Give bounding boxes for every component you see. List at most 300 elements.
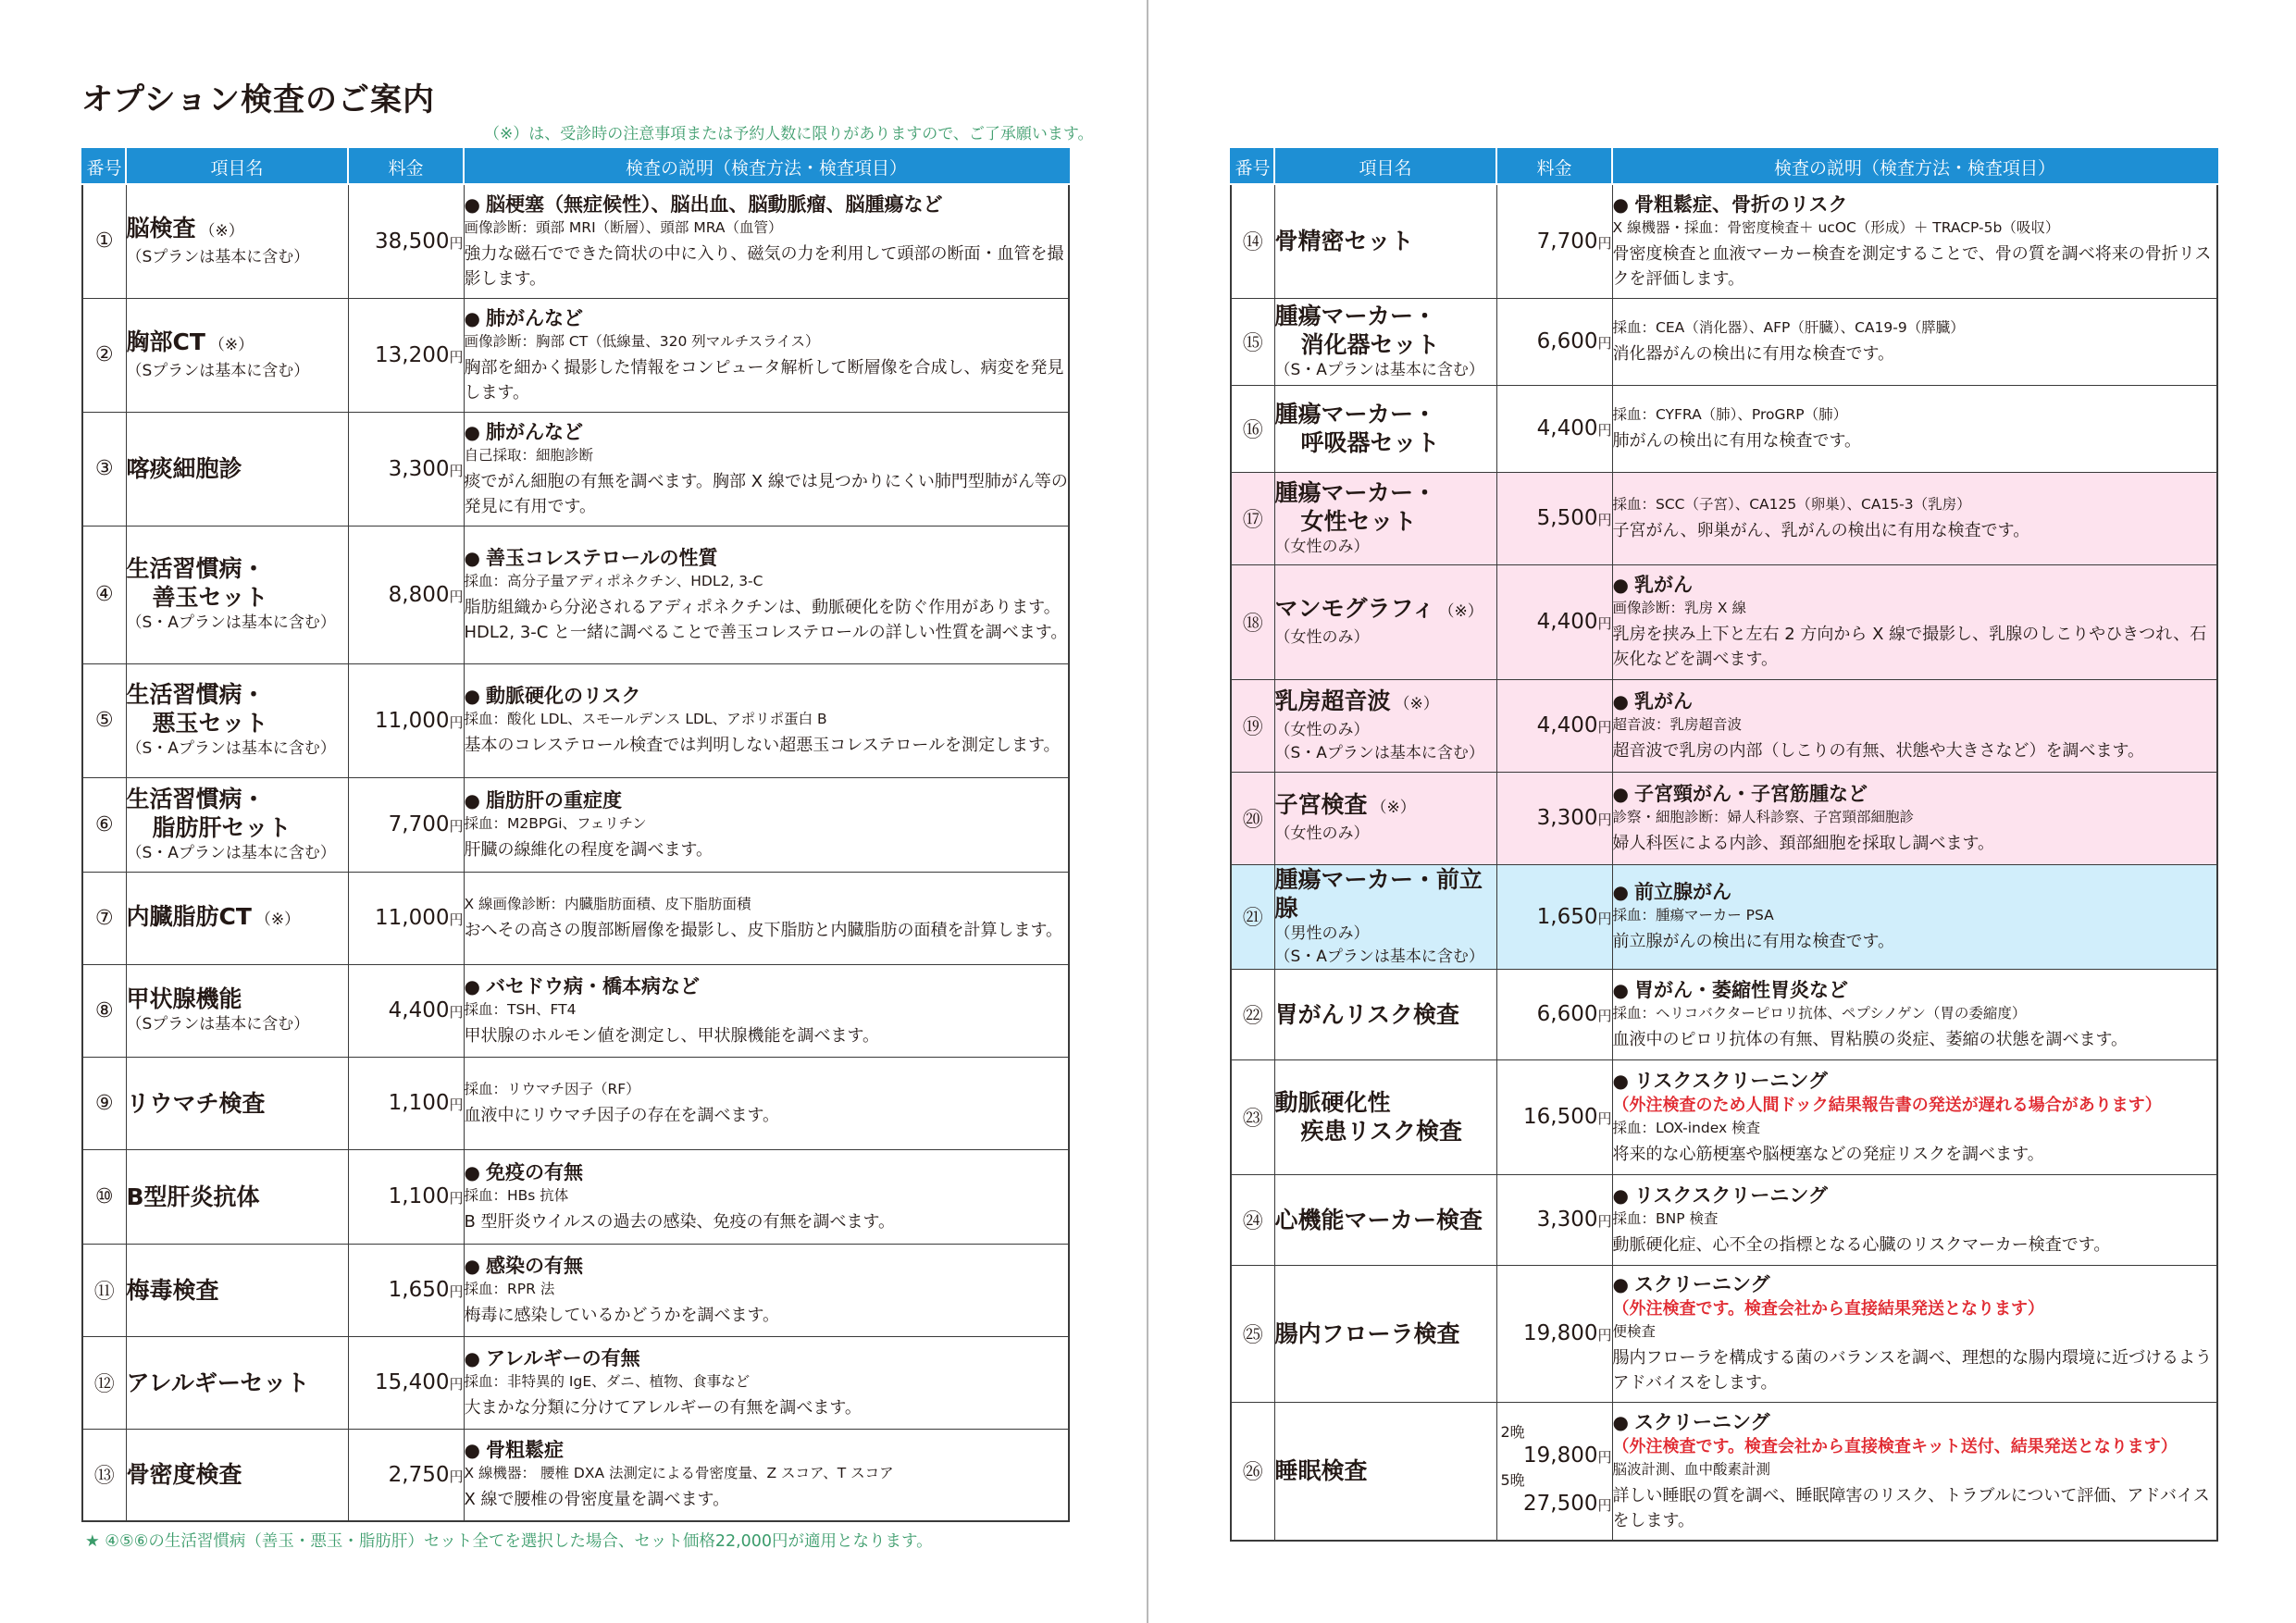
exam-name-cell xyxy=(1274,564,1496,679)
caution-note: （※）は、受診時の注意事項または予約人数に限りがありますので、ご了承願います。 xyxy=(484,125,1094,143)
exam-name xyxy=(127,985,348,1013)
exam-name-text: 腫瘍マーカー・ xyxy=(1274,401,1437,427)
exam-number: ⑫ xyxy=(82,1336,126,1429)
bullet-icon: ● xyxy=(1612,1069,1629,1092)
price-amount: 1,100 xyxy=(388,1184,450,1208)
bullet-icon: ● xyxy=(464,306,480,329)
bullet-icon: ● xyxy=(464,1254,480,1277)
headline-text: 感染の有無 xyxy=(485,1254,583,1277)
exam-explanation: 消化器がんの検出に有用な検査です。 xyxy=(1612,343,1895,364)
price-amount: 38,500 xyxy=(375,229,450,254)
bullet-icon: ● xyxy=(1612,192,1629,216)
exam-method: 自己採取：細胞診断 xyxy=(464,446,594,464)
exam-description xyxy=(464,1336,1069,1429)
yen-unit: 円 xyxy=(1597,234,1612,252)
price-amount: 11,000 xyxy=(375,708,450,733)
exam-description xyxy=(1612,472,2217,564)
exam-name-text: 睡眠検査 xyxy=(1274,1457,1368,1485)
price-amount: 11,000 xyxy=(375,906,450,930)
headline-text: 動脈硬化のリスク xyxy=(485,685,641,707)
exam-method: 採血：TSH、FT4 xyxy=(464,1000,577,1018)
headline-text: 前立腺がん xyxy=(1633,881,1731,903)
yen-unit: 円 xyxy=(449,462,464,479)
bullet-icon: ● xyxy=(464,1346,480,1369)
caution-mark: （※） xyxy=(208,335,254,354)
exam-name-text: 悪玉セット xyxy=(152,710,268,737)
exam-price xyxy=(1496,472,1612,564)
exam-method: 採血：SCC（子宮）、CA125（卵巣）、CA15-3（乳房） xyxy=(1612,495,1971,513)
header-price: 料金 xyxy=(348,149,464,184)
exam-name xyxy=(127,554,348,583)
exam-name-text: 腫瘍マーカー・ xyxy=(1274,478,1437,506)
yen-unit: 円 xyxy=(449,818,464,835)
exam-number: ⑤ xyxy=(82,663,126,777)
exam-name-cell xyxy=(126,1149,348,1244)
exam-name xyxy=(127,902,348,935)
exam-row xyxy=(1231,298,2217,385)
exam-description xyxy=(1612,1059,2217,1174)
exam-row xyxy=(82,1336,1069,1429)
exam-headline xyxy=(1613,1068,2217,1094)
exam-headline xyxy=(465,683,1069,709)
exam-description xyxy=(1612,184,2217,298)
exam-method: 超音波：乳房超音波 xyxy=(1612,715,1743,733)
exam-row xyxy=(1231,385,2217,472)
exam-name-text: 胃がんリスク検査 xyxy=(1274,1000,1460,1028)
price-amount: 3,300 xyxy=(1536,1208,1598,1232)
exam-name-cell xyxy=(126,1429,348,1521)
exam-explanation: 肺がんの検出に有用な検査です。 xyxy=(1612,430,1862,451)
exam-explanation: おへその高さの腹部断層像を撮影し、皮下脂肪と内臓脂肪の面積を計算します。 xyxy=(464,920,1063,940)
page-divider xyxy=(1147,0,1148,1623)
exam-number: ⑲ xyxy=(1231,679,1274,772)
exam-explanation: 脂肪組織から分泌されるアディポネクチンは、動脈硬化を防ぐ作用があります。HDL2, 3-C と一緒に調べることで善玉コレステロールの詳しい性質を調べます。 xyxy=(464,597,1068,642)
exam-number: ④ xyxy=(82,526,126,663)
exam-name-cell xyxy=(1274,969,1496,1059)
exam-price xyxy=(348,663,464,777)
plan-note: （Sプランは基本に含む） xyxy=(126,1015,310,1034)
exam-name-text: 腫瘍マーカー・前立腺 xyxy=(1274,865,1483,922)
yen-unit: 円 xyxy=(1597,1110,1612,1127)
exam-number: ㉓ xyxy=(1231,1059,1274,1174)
exam-headline xyxy=(465,1437,1069,1463)
price-amount: 8,800 xyxy=(388,582,450,607)
yen-unit: 円 xyxy=(1597,422,1612,439)
headline-text: 肺がんなど xyxy=(485,420,583,443)
exam-name-cell xyxy=(126,526,348,663)
exam-explanation: 詳しい睡眠の質を調べ、睡眠障害のリスク、トラブルについて評価、アドバイスをします。 xyxy=(1612,1485,2210,1530)
exam-description xyxy=(464,1429,1069,1521)
exam-explanation: 子宮がん、卵巣がん、乳がんの検出に有用な検査です。 xyxy=(1612,520,2030,540)
exam-explanation: 動脈硬化症、心不全の指標となる心臓のリスクマーカー検査です。 xyxy=(1612,1234,2111,1255)
exam-explanation: 胸部を細かく撮影した情報をコンピュータ解析して断層像を合成し、病変を発見します。 xyxy=(464,357,1064,403)
exam-name-cell xyxy=(1274,1174,1496,1265)
yen-unit: 円 xyxy=(449,348,464,365)
headline-text: 骨粗鬆症、骨折のリスク xyxy=(1633,192,1848,216)
yen-unit: 円 xyxy=(449,911,464,928)
price-amount: 5,500 xyxy=(1536,506,1598,530)
exam-name-cell xyxy=(126,1057,348,1149)
exam-headline xyxy=(1613,879,2217,905)
exam-description xyxy=(1612,298,2217,385)
price-amount: 15,400 xyxy=(375,1370,450,1394)
page-title: オプション検査のご案内 xyxy=(81,81,435,118)
exam-description xyxy=(1612,1265,2217,1402)
bullet-icon: ● xyxy=(464,1160,480,1183)
exam-number: ⑳ xyxy=(1231,772,1274,864)
exam-name-text: 疾患リスク検査 xyxy=(1300,1118,1463,1145)
exam-method: X 線機器： 腰椎 DXA 法測定による骨密度量、Z スコア、T スコア xyxy=(464,1465,894,1482)
exam-explanation: 強力な磁石でできた筒状の中に入り、磁気の力を利用して頭部の断面・血管を撮影します。 xyxy=(464,243,1064,289)
exam-price xyxy=(1496,969,1612,1059)
exam-name xyxy=(1275,227,1496,255)
exam-name-text: 脂肪肝セット xyxy=(152,813,292,841)
exam-name xyxy=(1275,428,1496,457)
bullet-icon: ● xyxy=(464,192,480,216)
exam-name xyxy=(127,813,348,842)
exam-name-text: リウマチ検査 xyxy=(126,1089,266,1117)
exam-name-text: 生活習慣病・ xyxy=(126,785,266,812)
exam-number: ③ xyxy=(82,412,126,526)
bullet-icon: ● xyxy=(1612,1410,1629,1433)
exam-row xyxy=(1231,864,2217,969)
bullet-icon: ● xyxy=(464,1439,480,1462)
exam-price xyxy=(348,1429,464,1521)
header-desc: 検査の説明（検査方法・検査項目） xyxy=(464,149,1069,184)
headline-text: 善玉コレステロールの性質 xyxy=(485,546,718,569)
headline-text: 骨粗鬆症 xyxy=(485,1439,564,1462)
plan-note: （S・Aプランは基本に含む） xyxy=(126,843,336,862)
exam-price xyxy=(1496,1265,1612,1402)
price-amount: 7,700 xyxy=(1536,229,1598,254)
exam-price xyxy=(1496,1174,1612,1265)
caution-mark: （※） xyxy=(199,221,244,241)
exam-name-text: 内臓脂肪CT xyxy=(126,902,252,930)
exam-description xyxy=(464,663,1069,777)
yen-unit: 円 xyxy=(1597,615,1612,632)
exam-name-text: 心機能マーカー検査 xyxy=(1274,1206,1483,1233)
exam-name-text: B型肝炎抗体 xyxy=(126,1183,260,1210)
bullet-icon: ● xyxy=(464,420,480,443)
exam-number: ㉖ xyxy=(1231,1402,1274,1541)
yen-unit: 円 xyxy=(1597,719,1612,736)
table-header-row xyxy=(1231,149,2217,184)
exam-name-cell xyxy=(1274,772,1496,864)
exam-method: 採血：M2BPGi、フェリチン xyxy=(464,814,647,832)
yen-unit: 円 xyxy=(1597,512,1612,528)
yen-unit: 円 xyxy=(1597,910,1612,927)
exam-name xyxy=(1275,1456,1496,1485)
exam-headline xyxy=(1613,977,2217,1003)
exam-method: 画像診断：胸部 CT（低線量、320 列マルチスライス） xyxy=(464,332,820,350)
exam-number: ② xyxy=(82,298,126,412)
exam-description xyxy=(1612,564,2217,679)
exam-name xyxy=(1275,330,1496,359)
exam-row xyxy=(1231,679,2217,772)
headline-text: 脳梗塞（無症候性）、脳出血、脳動脈瘤、脳腫瘍など xyxy=(485,192,943,216)
exam-name-text: マンモグラフィ xyxy=(1274,595,1435,622)
yen-unit: 円 xyxy=(1597,1448,1612,1466)
exam-name-cell xyxy=(1274,1059,1496,1174)
exam-description xyxy=(1612,1174,2217,1265)
price-amount: 1,650 xyxy=(1536,904,1598,929)
exam-name-text: 生活習慣病・ xyxy=(126,681,266,708)
exam-price xyxy=(348,872,464,964)
price-amount: 1,100 xyxy=(388,1091,450,1115)
exam-name xyxy=(127,680,348,709)
exam-headline xyxy=(1613,192,2217,217)
exam-name-cell xyxy=(1274,1402,1496,1541)
exam-headline xyxy=(1613,1271,2217,1297)
exam-name xyxy=(127,1369,348,1397)
exam-description xyxy=(1612,772,2217,864)
plan-note: （S・Aプランは基本に含む） xyxy=(1274,743,1484,762)
exam-name xyxy=(1275,400,1496,428)
exam-name-text: 生活習慣病・ xyxy=(126,555,266,582)
exam-description xyxy=(464,1057,1069,1149)
exam-price xyxy=(1496,184,1612,298)
exam-explanation: 甲状腺のホルモン値を測定し、甲状腺機能を調べます。 xyxy=(464,1025,880,1046)
yen-unit: 円 xyxy=(449,1468,464,1485)
exam-method: 採血：RPR 法 xyxy=(464,1280,555,1297)
exam-row xyxy=(1231,184,2217,298)
exam-number: ⑨ xyxy=(82,1057,126,1149)
exam-name xyxy=(1275,790,1496,823)
price-option-label: 5晩 xyxy=(1500,1470,1525,1489)
exam-explanation: 腸内フローラを構成する菌のバランスを調べ、理想的な腸内環境に近づけるようアドバイスをします。 xyxy=(1612,1348,2212,1393)
outsourced-warning: （外注検査のため人間ドック結果報告書の発送が遅れる場合があります） xyxy=(1612,1095,2162,1115)
price-option xyxy=(1497,1442,1612,1471)
exam-price xyxy=(348,1149,464,1244)
exam-price xyxy=(348,184,464,298)
exam-row xyxy=(82,184,1069,298)
exam-name xyxy=(127,454,348,483)
exam-name-cell xyxy=(126,298,348,412)
option-exam-table-right xyxy=(1230,148,2218,1542)
exam-explanation: 血液中のピロリ抗体の有無、胃粘膜の炎症、萎縮の状態を調べます。 xyxy=(1612,1029,2128,1049)
plan-note: （女性のみ） xyxy=(1274,824,1370,843)
exam-headline xyxy=(465,1345,1069,1371)
exam-row xyxy=(82,298,1069,412)
exam-name-text: 脳検査 xyxy=(126,214,196,242)
exam-headline xyxy=(1613,1183,2217,1208)
exam-method: 採血：HBs 抗体 xyxy=(464,1186,569,1204)
exam-headline xyxy=(1613,1409,2217,1435)
exam-row xyxy=(82,1057,1069,1149)
exam-number: ⑮ xyxy=(1231,298,1274,385)
yen-unit: 円 xyxy=(449,1004,464,1021)
exam-method: 採血：LOX-index 検査 xyxy=(1612,1119,1761,1136)
exam-number: ㉒ xyxy=(1231,969,1274,1059)
header-no: 番号 xyxy=(1231,149,1274,184)
exam-row xyxy=(1231,1402,2217,1541)
exam-name xyxy=(1275,507,1496,536)
exam-price xyxy=(348,1244,464,1336)
exam-name-cell xyxy=(126,412,348,526)
price-amount: 4,400 xyxy=(1536,416,1598,440)
exam-name xyxy=(1275,478,1496,507)
exam-name-cell xyxy=(126,777,348,872)
exam-explanation: 肝臓の線維化の程度を調べます。 xyxy=(464,839,714,860)
exam-number: ⑦ xyxy=(82,872,126,964)
bullet-icon: ● xyxy=(1612,881,1629,903)
caution-mark: （※） xyxy=(254,910,301,929)
price-amount: 6,600 xyxy=(1536,329,1598,353)
exam-name-text: 女性セット xyxy=(1300,507,1417,535)
price-amount: 27,500 xyxy=(1523,1491,1598,1516)
exam-name xyxy=(1275,687,1496,719)
yen-unit: 円 xyxy=(449,713,464,731)
price-amount: 7,700 xyxy=(388,812,450,836)
bullet-icon: ● xyxy=(464,546,480,569)
exam-explanation: 痰でがん細胞の有無を調べます。胸部 X 線では見つかりにくい肺門型肺がん等の発見に有用です。 xyxy=(464,471,1068,516)
plan-note: （S・Aプランは基本に含む） xyxy=(1274,947,1484,966)
headline-text: アレルギーの有無 xyxy=(485,1346,640,1369)
exam-name-cell xyxy=(1274,679,1496,772)
exam-headline xyxy=(465,787,1069,813)
headline-text: リスクスクリーニング xyxy=(1633,1069,1828,1092)
exam-price xyxy=(348,412,464,526)
exam-name-text: 乳房超音波 xyxy=(1274,687,1391,714)
exam-row xyxy=(82,1429,1069,1521)
exam-explanation: 血液中にリウマチ因子の存在を調べます。 xyxy=(464,1105,780,1125)
exam-explanation: 骨密度検査と血液マーカー検査を測定することで、骨の質を調べ将来の骨折リスクを評価します。 xyxy=(1612,243,2212,289)
exam-name-text: 梅毒検査 xyxy=(126,1276,219,1304)
exam-description xyxy=(464,298,1069,412)
exam-description xyxy=(1612,679,2217,772)
exam-number: ⑬ xyxy=(82,1429,126,1521)
exam-number: ㉕ xyxy=(1231,1265,1274,1402)
exam-name-text: 腸内フローラ検査 xyxy=(1274,1319,1460,1347)
header-no: 番号 xyxy=(82,149,126,184)
bullet-icon: ● xyxy=(1612,1183,1629,1207)
exam-description xyxy=(464,1149,1069,1244)
exam-method: 採血：CEA（消化器）、AFP（肝臓）、CA19-9（膵臓） xyxy=(1612,318,1965,336)
exam-name-text: アレルギーセット xyxy=(126,1369,310,1396)
price-amount: 3,300 xyxy=(1536,806,1598,830)
exam-name xyxy=(127,709,348,737)
exam-number: ⑩ xyxy=(82,1149,126,1244)
exam-name xyxy=(1275,1206,1496,1234)
exam-name-cell xyxy=(1274,298,1496,385)
yen-unit: 円 xyxy=(449,1283,464,1300)
exam-method: 採血：BNP 検査 xyxy=(1612,1209,1719,1227)
yen-unit: 円 xyxy=(1597,1327,1612,1344)
header-price: 料金 xyxy=(1496,149,1612,184)
exam-row xyxy=(82,872,1069,964)
exam-price xyxy=(1496,864,1612,969)
exam-explanation: 婦人科医による内診、頚部細胞を採取し調べます。 xyxy=(1612,833,1995,853)
yen-unit: 円 xyxy=(1597,1496,1612,1514)
exam-explanation: 基本のコレステロール検査では判明しない超悪玉コレステロールを測定します。 xyxy=(464,736,1061,755)
exam-headline xyxy=(465,419,1069,445)
exam-name xyxy=(127,1276,348,1305)
exam-name xyxy=(127,1460,348,1489)
price-amount: 16,500 xyxy=(1523,1105,1598,1129)
headline-text: バセドウ病・橋本病など xyxy=(485,974,700,997)
exam-method: 脳波計測、血中酸素計測 xyxy=(1612,1460,1771,1478)
exam-number: ㉑ xyxy=(1231,864,1274,969)
headline-text: 乳がん xyxy=(1633,574,1693,596)
exam-name xyxy=(1275,594,1496,626)
exam-method: 便検査 xyxy=(1612,1323,1657,1340)
exam-name-text: 動脈硬化性 xyxy=(1274,1089,1391,1116)
exam-description xyxy=(464,872,1069,964)
exam-method: 採血：腫瘍マーカー PSA xyxy=(1612,907,1774,923)
exam-number: ⑰ xyxy=(1231,472,1274,564)
exam-price xyxy=(1496,679,1612,772)
yen-unit: 円 xyxy=(449,234,464,252)
exam-name-text: 子宮検査 xyxy=(1274,791,1368,818)
plan-note: （S・Aプランは基本に含む） xyxy=(126,613,336,632)
exam-headline xyxy=(465,305,1069,331)
exam-row xyxy=(82,663,1069,777)
option-exam-table-left xyxy=(81,148,1070,1522)
exam-name-cell xyxy=(126,1244,348,1336)
set-price-note: ★ ④⑤⑥の生活習慣病（善玉・悪玉・脂肪肝）セット全てを選択した場合、セット価格22,000円が適用となります。 xyxy=(85,1532,933,1551)
exam-number: ⑯ xyxy=(1231,385,1274,472)
exam-name-text: 呼吸器セット xyxy=(1300,429,1440,456)
plan-note: （男性のみ） xyxy=(1274,923,1370,943)
bullet-icon: ● xyxy=(1612,978,1629,1001)
yen-unit: 円 xyxy=(449,588,464,605)
exam-price xyxy=(348,526,464,663)
exam-row xyxy=(1231,1265,2217,1402)
headline-text: 肺がんなど xyxy=(485,306,583,329)
exam-name xyxy=(127,328,348,360)
exam-name xyxy=(1275,1117,1496,1146)
outsourced-warning: （外注検査です。検査会社から直接結果発送となります） xyxy=(1612,1299,2045,1319)
exam-name-text: 骨密度検査 xyxy=(126,1461,242,1489)
exam-name xyxy=(1275,1319,1496,1348)
bullet-icon: ● xyxy=(1612,782,1629,805)
exam-method: X 線機器・採血：骨密度検査＋ ucOC（形成）＋ TRACP-5b（吸収） xyxy=(1612,218,2060,236)
exam-headline xyxy=(465,973,1069,999)
exam-description xyxy=(1612,969,2217,1059)
exam-number: ㉔ xyxy=(1231,1174,1274,1265)
exam-price xyxy=(348,1336,464,1429)
exam-name xyxy=(127,583,348,612)
headline-text: 免疫の有無 xyxy=(485,1160,583,1183)
price-amount: 13,200 xyxy=(375,342,450,367)
exam-method: X 線画像診断：内臓脂肪面積、皮下脂肪面積 xyxy=(464,895,751,912)
exam-headline xyxy=(1613,781,2217,807)
exam-explanation: 前立腺がんの検出に有用な検査です。 xyxy=(1612,932,1895,951)
headline-text: 胃がん・萎縮性胃炎など xyxy=(1633,978,1848,1001)
exam-description xyxy=(464,184,1069,298)
exam-name-cell xyxy=(126,964,348,1057)
yen-unit: 円 xyxy=(449,1190,464,1207)
exam-explanation: 乳房を挟み上下と左右 2 方向から X 線で撮影し、乳腺のしこりやひきつれ、石灰化などを調べます。 xyxy=(1612,625,2207,669)
exam-headline xyxy=(1613,572,2217,598)
header-desc: 検査の説明（検査方法・検査項目） xyxy=(1612,149,2217,184)
exam-name-text: 骨精密セット xyxy=(1274,228,1414,255)
plan-note: （女性のみ） xyxy=(1274,720,1370,739)
exam-price xyxy=(1496,298,1612,385)
exam-explanation: B 型肝炎ウイルスの過去の感染、免疫の有無を調べます。 xyxy=(464,1211,896,1232)
exam-method: 画像診断：頭部 MRI（断層）、頭部 MRA（血管） xyxy=(464,218,783,236)
bullet-icon: ● xyxy=(1612,689,1629,712)
price-amount: 1,650 xyxy=(388,1278,450,1302)
exam-row xyxy=(82,1244,1069,1336)
exam-method: 採血：ヘリコバクターピロリ抗体、ペプシノゲン（胃の委縮度） xyxy=(1612,1004,2027,1022)
exam-headline xyxy=(465,1253,1069,1279)
price-amount: 4,400 xyxy=(1536,713,1598,737)
exam-explanation: 梅毒に感染しているかどうかを調べます。 xyxy=(464,1305,780,1325)
outsourced-warning: （外注検査です。検査会社から直接検査キット送付、結果発送となります） xyxy=(1612,1436,2178,1456)
exam-row xyxy=(82,777,1069,872)
exam-name xyxy=(1275,865,1496,923)
